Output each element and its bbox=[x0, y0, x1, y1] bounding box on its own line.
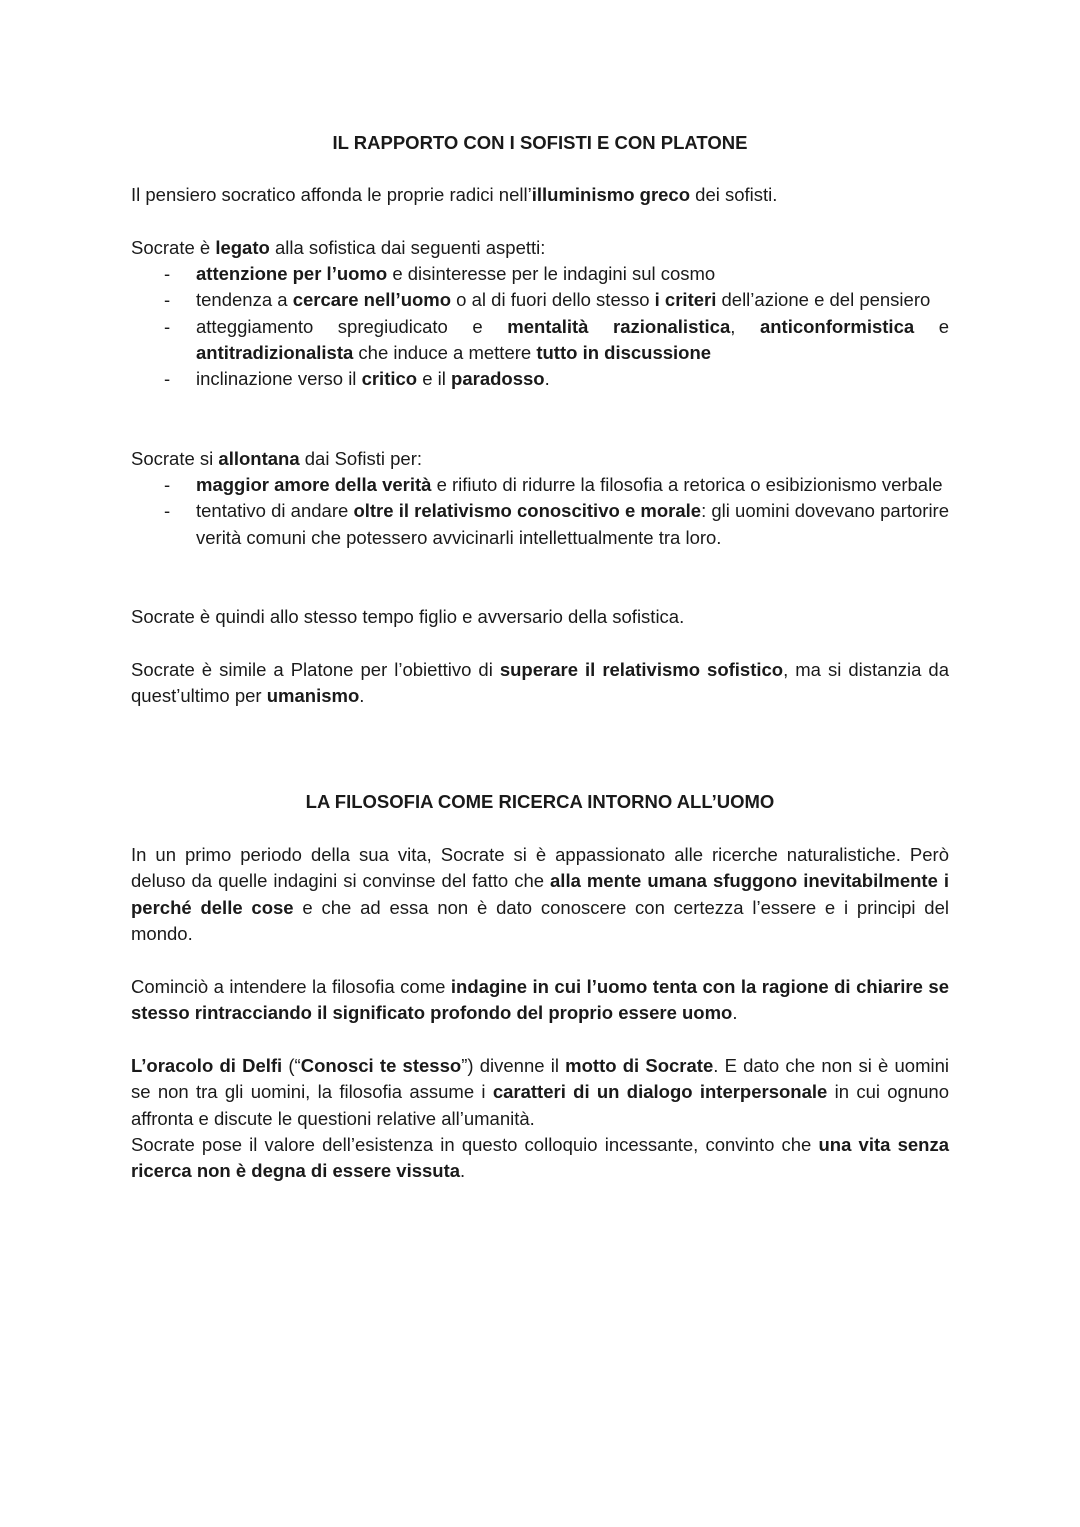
paragraph-legato-lead: Socrate è legato alla sofistica dai seguenti aspetti: bbox=[131, 237, 546, 258]
bold-text: Conosci te stesso bbox=[300, 1055, 462, 1076]
bold-text: illuminismo greco bbox=[531, 184, 691, 205]
bold-text: mentalità razionalistica bbox=[507, 315, 731, 337]
section-title-sofisti: IL RAPPORTO CON I SOFISTI E CON PLATONE bbox=[332, 132, 748, 153]
bold-text: umanismo bbox=[266, 685, 360, 707]
bold-text: superare il relativismo sofistico bbox=[499, 659, 784, 680]
bold-text: i criteri bbox=[654, 289, 717, 311]
paragraph-naturalistiche: In un primo periodo della sua vita, Socrate si è appassionato alle ricerche naturalistiche. Però deluso da quelle indagini si convinse del fatto che alla mente umana sfuggono inevitabilmente i perché delle cose e che ad essa non è dato conoscere con certezza l’essere e i principi del mondo. bbox=[131, 844, 949, 944]
paragraph-oracolo: L’oracolo di Delfi (“Conosci te stesso”) divenne il motto di Socrate. E dato che non si è uomini se non tra gli uomini, la filosofia assume i caratteri di un dialogo interpersonale in cui ognuno affronta e discute le questioni relative all’umanità. bbox=[131, 1055, 950, 1129]
bold-text: tutto in discussione bbox=[536, 341, 712, 363]
paragraph-indagine: Cominciò a intendere la filosofia come indagine in cui l’uomo tenta con la ragione di chiarire se stesso rintracciando il significato profondo del proprio essere uomo. bbox=[131, 976, 949, 1024]
paragraph-ricerca: Socrate pose il valore dell’esistenza in questo colloquio incessante, convinto che una vita senza ricerca non è degna di essere vissuta. bbox=[131, 1134, 949, 1182]
bold-text: indagine in cui l’uomo tenta con la ragione di chiarire se stesso rintracciando il significato profondo del proprio essere uomo bbox=[131, 976, 949, 1024]
bold-text: antitradizionalista bbox=[196, 341, 354, 363]
paragraph-platone: Socrate è simile a Platone per l’obiettivo di superare il relativismo sofistico, ma si distanzia da quest’ultimo per umanismo. bbox=[131, 659, 949, 707]
bold-text: una vita senza ricerca non è degna di essere vissuta bbox=[131, 1134, 949, 1182]
bold-text: oltre il relativismo conoscitivo e morale bbox=[353, 500, 702, 522]
bold-text: attenzione per l’uomo bbox=[196, 263, 388, 284]
bold-text: alla mente umana sfuggono inevitabilmente i perché delle cose bbox=[131, 870, 949, 918]
bold-text: caratteri di un dialogo interpersonale bbox=[492, 1081, 828, 1103]
bold-text: allontana bbox=[218, 448, 300, 469]
list-item: - atteggiamento spregiudicato e mentalità razionalistica, anticonformistica e antitradizionalista che induce a mettere tutto in discussione bbox=[131, 314, 949, 367]
list-allontana bbox=[131, 472, 949, 551]
section-title-filosofia: LA FILOSOFIA COME RICERCA INTORNO ALL’UOMO bbox=[305, 791, 775, 812]
list-item: - maggior amore della verità e rifiuto di ridurre la filosofia a retorica o esibizionismo verbale bbox=[131, 472, 949, 498]
bold-text: cercare nell’uomo bbox=[292, 289, 452, 311]
bold-text: paradosso bbox=[451, 368, 545, 390]
list-item: - tendenza a cercare nell’uomo o al di fuori dello stesso i criteri dell’azione e del pensiero bbox=[131, 287, 949, 313]
bold-text: anticonformistica bbox=[759, 315, 915, 337]
paragraph-intro: Il pensiero socratico affonda le proprie radici nell’illuminismo greco dei sofisti. bbox=[131, 184, 778, 205]
bold-text: critico bbox=[361, 368, 418, 390]
bold-text: maggior amore della verità bbox=[196, 474, 432, 495]
paragraph-allontana-lead: Socrate si allontana dai Sofisti per: bbox=[131, 448, 422, 469]
bold-text: motto di Socrate bbox=[565, 1055, 714, 1076]
list-item: - inclinazione verso il critico e il paradosso. bbox=[131, 366, 949, 392]
list-item: - attenzione per l’uomo e disinteresse per le indagini sul cosmo bbox=[131, 261, 949, 287]
list-item: - tentativo di andare oltre il relativismo conoscitivo e morale: gli uomini dovevano partorire verità comuni che potessero avvicinarli intellettualmente tra loro. bbox=[131, 498, 949, 551]
bold-text: L’oracolo di Delfi bbox=[131, 1055, 283, 1076]
bold-text: legato bbox=[215, 237, 270, 258]
paragraph-figlio: Socrate è quindi allo stesso tempo figlio e avversario della sofistica. bbox=[131, 606, 685, 627]
list-legato bbox=[131, 261, 949, 392]
